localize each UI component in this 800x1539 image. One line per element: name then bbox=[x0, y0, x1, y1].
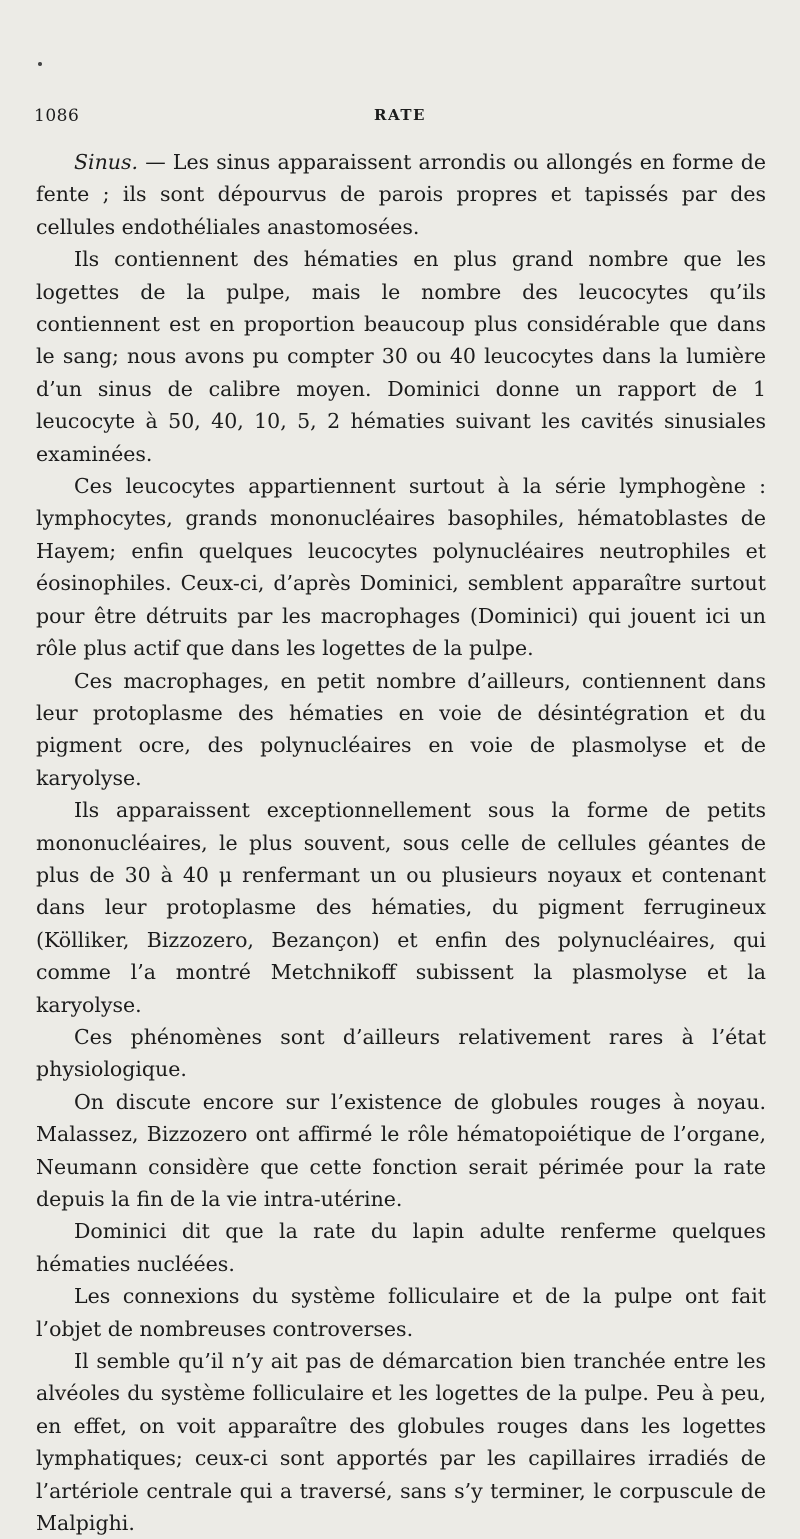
paragraph: On discute encore sur l’existence de globules rouges à noyau. Malassez, Bizzozero ont affirmé le rôle hématopoiétique de l’organe, Neumann considère que cette fonction serait périmée pour la rate depuis la fin de la vie intra-utérine. bbox=[36, 1089, 766, 1211]
paragraph-text: — Les sinus apparaissent arrondis ou allongés en forme de fente ; ils sont dépourvus de parois propres et tapissés par des cellules endothéliales anastomosées. bbox=[36, 150, 766, 239]
paragraph bbox=[36, 146, 766, 243]
body-text bbox=[36, 146, 766, 1539]
paragraph: Ils apparaissent exceptionnellement sous la forme de petits mononucléaires, le plus souvent, sous celle de cellules géantes de plus de 30 à 40 μ renfermant un ou plusieurs noyaux et contenant dans leur protoplasme des hématies, du pigment ferrugineux (Kölliker, Bizzozero, Bezançon) et enfin des polynucléaires, qui comme l’a montré Metchnikoff subissent la plasmolyse et la karyolyse. bbox=[36, 798, 766, 1017]
paragraph: Il semble qu’il n’y ait pas de démarcation bien tranchée entre les alvéoles du système folliculaire et les logettes de la pulpe. Peu à peu, en effet, on voit apparaître des globules rouges dans les logettes lymphatiques; ceux-ci sont apportés par les capillaires irradiés de l’artériole centrale qui a traversé, sans s’y terminer, le corpuscule de Malpighi. bbox=[36, 1349, 766, 1536]
paragraph: Ces macrophages, en petit nombre d’ailleurs, contiennent dans leur protoplasme des hématies en voie de désintégration et du pigment ocre, des polynucléaires en voie de plasmolyse et de karyolyse. bbox=[36, 668, 766, 790]
page-header bbox=[34, 106, 766, 132]
page-number: 1086 bbox=[34, 106, 80, 126]
running-head: RATE bbox=[374, 106, 426, 124]
ink-speck bbox=[38, 62, 42, 66]
paragraph: Dominici dit que la rate du lapin adulte renferme quelques hématies nucléées. bbox=[36, 1219, 766, 1276]
section-lead: Sinus. bbox=[74, 150, 139, 174]
paragraph: Ces phénomènes sont d’ailleurs relativement rares à l’état physiologique. bbox=[36, 1024, 766, 1082]
paragraph: Ils contiennent des hématies en plus grand nombre que les logettes de la pulpe, mais le nombre des leucocytes qu’ils contiennent est en proportion beaucoup plus considérable que dans le sang; nous avons pu compter 30 ou 40 leucocytes dans la lumière d’un sinus de calibre moyen. Dominici donne un rapport de 1 leucocyte à 50, 40, 10, 5, 2 hématies suivant les cavités sinusiales examinées. bbox=[36, 247, 766, 466]
paragraph: Les connexions du système folliculaire et de la pulpe ont fait l’objet de nombreuses controverses. bbox=[36, 1284, 766, 1341]
paragraph: Ces leucocytes appartiennent surtout à la série lymphogène : lymphocytes, grands mononucléaires basophiles, hématoblastes de Hayem; enfin quelques leucocytes polynucléaires neutrophiles et éosinophiles. Ceux-ci, d’après Dominici, semblent apparaître surtout pour être détruits par les macrophages (Dominici) qui jouent ici un rôle plus actif que dans les logettes de la pulpe. bbox=[36, 474, 766, 661]
